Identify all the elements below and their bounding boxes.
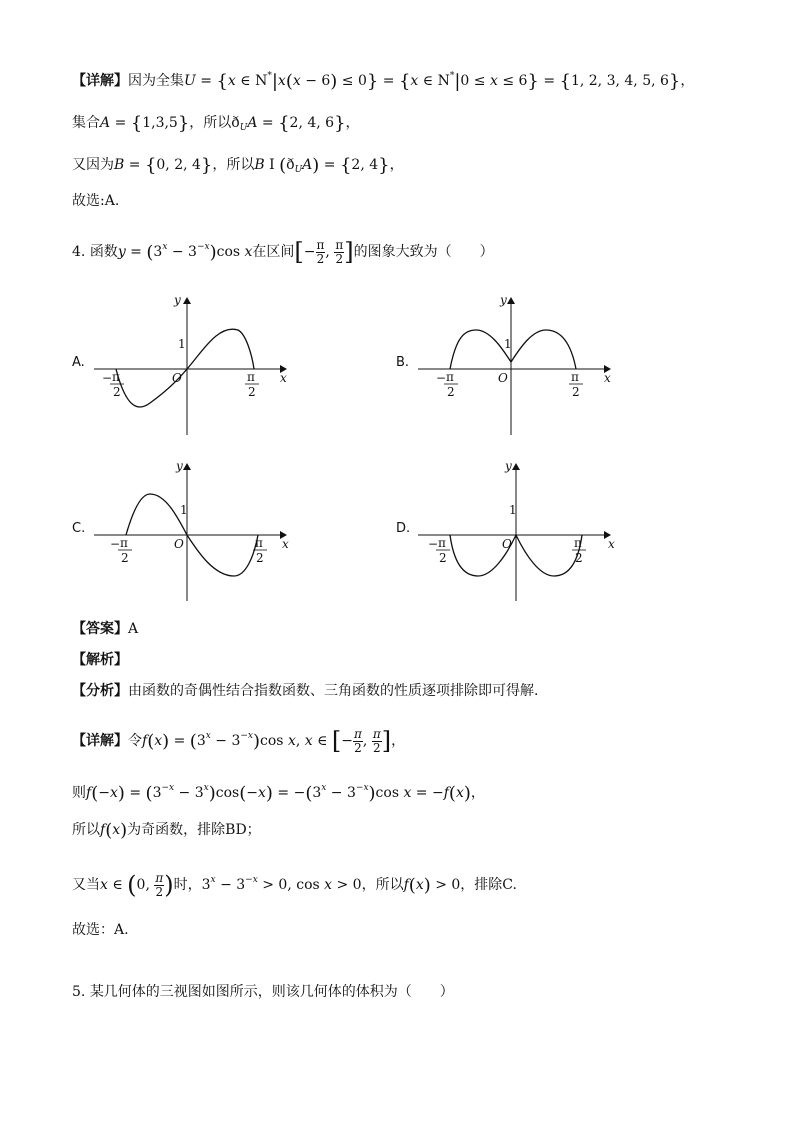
svg-text:π: π [446,370,454,384]
option-a-label[interactable]: A. [72,355,85,370]
q4-number: 4. [72,244,86,260]
svg-text:y: y [505,459,512,473]
graph-c [90,456,300,606]
pos-two: 2 [248,385,256,399]
svg-text:π: π [255,536,263,550]
svg-text:O: O [502,537,512,551]
q4-stem: 4. 函数$y = (3^x - 3^{-x})\cos$ x在区间[− $\frac{\pi}{2}$ , $\frac{\pi}{2}$ ]的图象大致为（ ） [72,237,494,266]
option-b-label[interactable]: B. [396,355,410,370]
svg-text:y: y [176,459,183,473]
svg-text:O: O [174,537,184,551]
svg-text:1: 1 [180,503,188,517]
neg-sign: − [102,371,113,385]
q4-answer [72,619,138,639]
graph-b [414,290,624,440]
svg-text:−: − [436,371,447,385]
q3-detail-line2: 集合A = {1,3,5}，所以$ð_UA = \{2$, 4, 6}， [72,113,360,134]
x-label: x [280,371,287,385]
one-tick: 1 [178,337,186,351]
svg-text:−: − [428,537,439,551]
neg-pi: π [112,370,120,384]
svg-text:x: x [604,371,611,385]
svg-text:1: 1 [504,337,512,351]
detail-tag: 【详解】 [72,73,128,89]
q4-detail-line1: 【详解】令$f(x) = (3^x - 3^{-x})\cos$ x, x ∈ [− $\frac{\pi}{2}$ , $\frac{\pi}{2}$ ]， [72,726,406,755]
q4-conclusion: 故选：A. [72,922,129,938]
y-label: y [174,293,181,307]
answer-tag: 【答案】 [72,621,128,637]
svg-text:2: 2 [572,385,580,399]
svg-text:O: O [498,371,508,385]
svg-text:π: π [574,536,582,550]
q3-detail-line1: 【详解】因为全集U = {x ∈ N*|x(x − 6) ≤ 0} = {x ∈ N*|0 ≤ x ≤ 6} = {1, 2, 3, 4, 5, 6}， [72,71,695,92]
svg-text:1: 1 [509,503,517,517]
q3-conclusion: 故选:A. [72,193,120,209]
q5-number: 5. [72,984,86,1000]
svg-text:x: x [282,537,289,551]
pos-pi: π [247,370,255,384]
svg-text:π: π [120,536,128,550]
svg-text:2: 2 [256,551,264,565]
option-d-label[interactable]: D. [396,521,411,536]
svg-text:π: π [438,536,446,550]
svg-text:2: 2 [447,385,455,399]
q3-detail-line3: 又因为B = {0, 2, 4}，所以B Ι $(ð_UA) = \{2$, 4}， [72,155,404,176]
q5-stem: 5. 某几何体的三视图如图所示，则该几何体的体积为（ ） [72,984,454,1000]
svg-text:π: π [571,370,579,384]
answer-value: A [128,621,139,637]
curve-b [450,330,576,369]
svg-text:2: 2 [121,551,129,565]
q4-detail-line3: 所以f(x)为奇函数，排除BD； [72,820,261,841]
q4-fenxi: 【分析】由函数的奇偶性结合指数函数、三角函数的性质逐项排除即可得解. [72,683,539,699]
svg-text:−: − [110,537,121,551]
origin-label: O [172,371,182,385]
svg-text:2: 2 [575,551,583,565]
svg-text:y: y [500,293,507,307]
q4-detail-line2: 则$f(-x) = (3^{-x} - 3^x)\cos(-x) = -(3^x - 3^{-x})\cos$ x = −f(x)， [72,783,485,804]
graph-d [414,456,624,606]
graph-a [90,290,300,440]
neg-two: 2 [113,385,121,399]
q4-detail-line4: 又当x ∈ (0, $\frac{\pi}{2}$ )时，$3^x - 3^{-x} > 0$, cos x > 0，所以f(x) > 0，排除C. [72,870,517,899]
q4-analysis-tag: 【解析】 [72,652,128,668]
svg-text:x: x [608,537,615,551]
option-c-label[interactable]: C. [72,521,86,536]
svg-text:2: 2 [439,551,447,565]
